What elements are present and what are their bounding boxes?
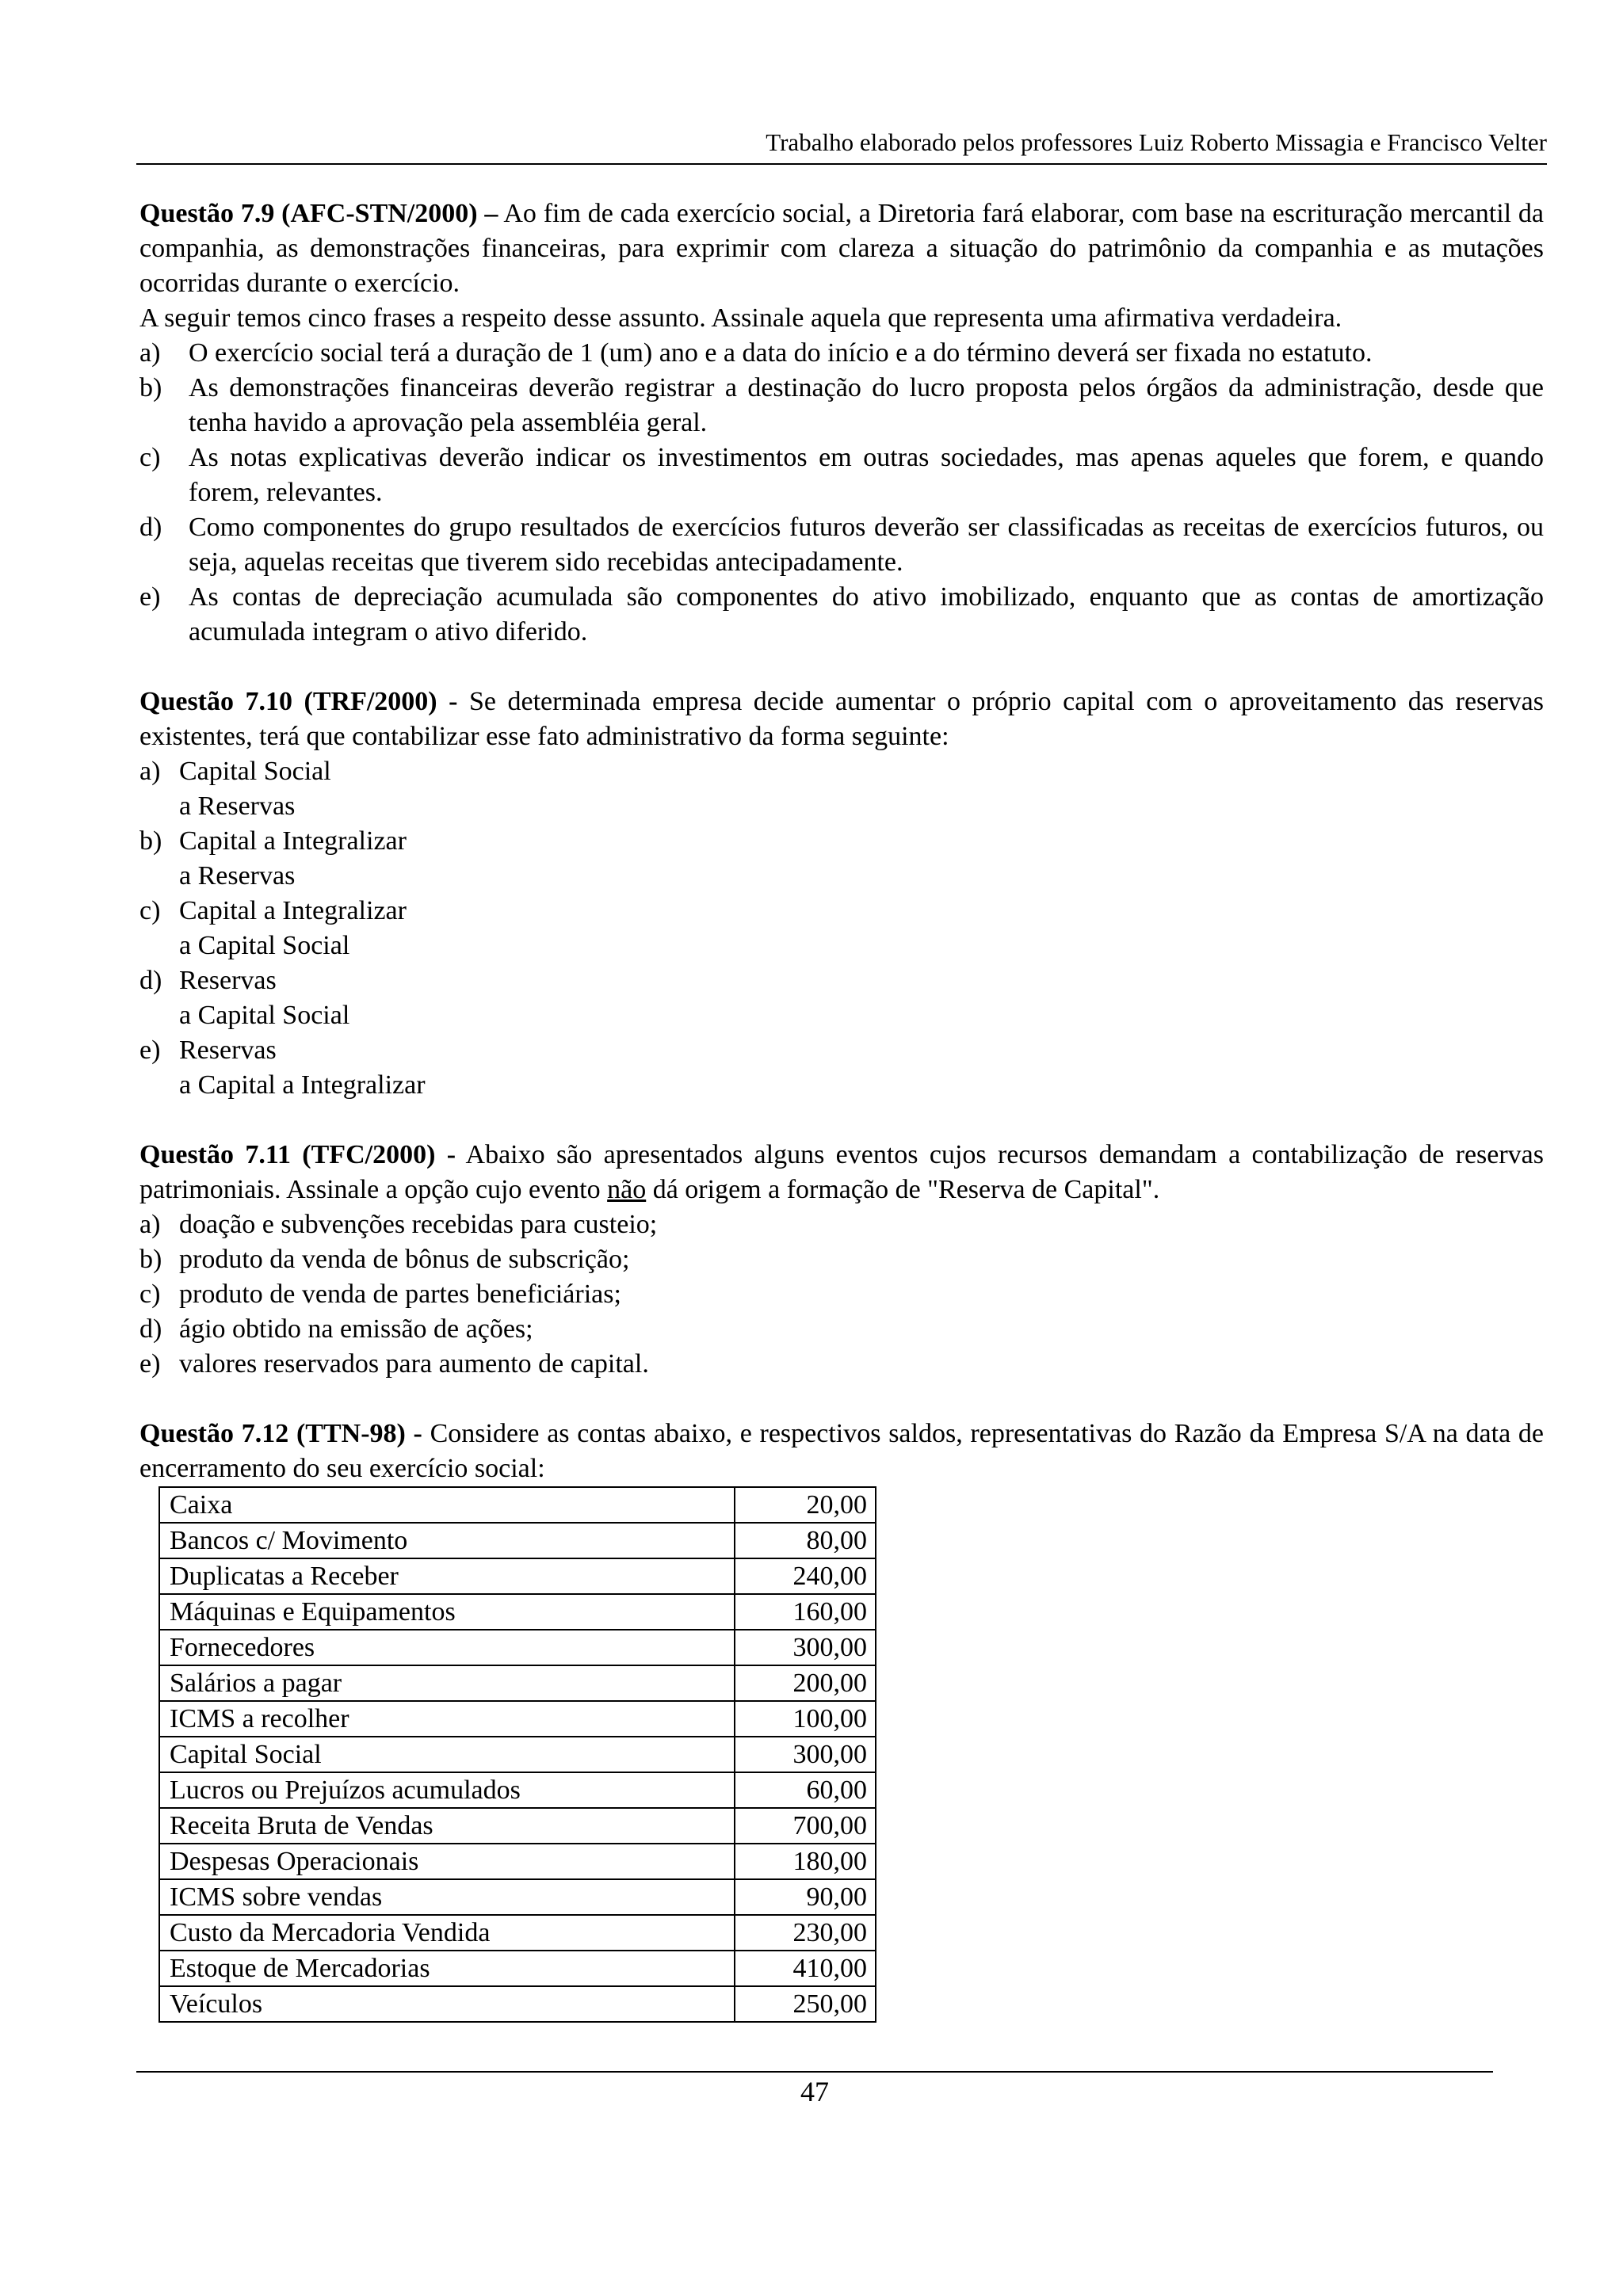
option-letter: b)	[139, 373, 162, 402]
question-7-11-statement	[139, 1138, 1544, 1207]
option-text: Como componentes do grupo resultados de exercícios futuros deverão ser classificadas as receitas de exercícios futuros, ou seja, aquelas receitas que tiverem sido recebidas antecipadamente.	[189, 513, 1544, 577]
account-name: Receita Bruta de Vendas	[159, 1808, 735, 1844]
account-value: 180,00	[735, 1844, 876, 1879]
account-value: 60,00	[735, 1772, 876, 1808]
option-c	[139, 894, 1544, 963]
option-letter: d)	[139, 966, 162, 995]
option-b	[139, 1242, 1544, 1277]
account-name: Fornecedores	[159, 1630, 735, 1665]
option-text: produto da venda de bônus de subscrição;	[179, 1245, 630, 1274]
option-letter: a)	[139, 757, 161, 786]
account-value: 300,00	[735, 1737, 876, 1772]
option-debit: Reservas	[179, 1035, 277, 1065]
account-name: ICMS a recolher	[159, 1701, 735, 1737]
option-letter: b)	[139, 1245, 162, 1274]
option-d	[139, 1312, 1544, 1347]
option-letter: a)	[139, 338, 161, 368]
account-name: Máquinas e Equipamentos	[159, 1594, 735, 1630]
option-c	[139, 1277, 1544, 1312]
option-letter: e)	[139, 1035, 161, 1065]
account-value: 240,00	[735, 1558, 876, 1594]
account-value: 160,00	[735, 1594, 876, 1630]
option-a	[139, 754, 1544, 824]
page-content	[139, 196, 1544, 2023]
footer-divider	[136, 2071, 1493, 2073]
option-e	[139, 1033, 1544, 1103]
table-row	[159, 1808, 876, 1844]
option-b	[139, 371, 1544, 441]
account-name: Bancos c/ Movimento	[159, 1523, 735, 1558]
page-number: 47	[800, 2076, 829, 2107]
question-7-9-text: Ao fim de cada exercício social, a Diretoria fará elaborar, com base na escrituração mercantil da companhia, as demonstrações financeiras, para exprimir com clareza a situação do patrimônio da companhia e as mutações ocorridas durante o exercício.	[139, 199, 1544, 298]
option-e	[139, 1347, 1544, 1382]
question-7-9-title: Questão 7.9 (AFC-STN/2000) –	[139, 199, 498, 228]
question-7-11-title: Questão 7.11 (TFC/2000) -	[139, 1140, 456, 1169]
question-7-9-intro: A seguir temos cinco frases a respeito desse assunto. Assinale aquela que representa uma afirmativa verdadeira.	[139, 303, 1342, 333]
account-value: 300,00	[735, 1630, 876, 1665]
option-debit: Reservas	[179, 966, 277, 995]
account-name: Veículos	[159, 1986, 735, 2022]
table-row	[159, 1701, 876, 1737]
table-row	[159, 1772, 876, 1808]
option-text: As demonstrações financeiras deverão registrar a destinação do lucro proposta pelos órgãos da administração, desde que tenha havido a aprovação pela assembléia geral.	[189, 373, 1544, 437]
question-7-10-text: Se determinada empresa decide aumentar o próprio capital com o aproveitamento das reservas existentes, terá que contabilizar esse fato administrativo da forma seguinte:	[139, 687, 1544, 751]
table-row	[159, 1915, 876, 1951]
table-row	[159, 1879, 876, 1915]
account-name: Duplicatas a Receber	[159, 1558, 735, 1594]
question-7-9	[139, 196, 1544, 650]
option-debit: Capital a Integralizar	[179, 896, 407, 925]
option-d	[139, 963, 1544, 1033]
account-name: Lucros ou Prejuízos acumulados	[159, 1772, 735, 1808]
option-letter: e)	[139, 582, 161, 612]
option-credit: a Capital Social	[179, 1001, 350, 1030]
option-letter: c)	[139, 443, 161, 472]
question-7-11-underlined: não	[607, 1175, 647, 1204]
page-header: Trabalho elaborado pelos professores Luiz Roberto Missagia e Francisco Velter	[136, 127, 1547, 165]
option-credit: a Reservas	[179, 791, 296, 821]
question-7-10-options	[139, 754, 1544, 1103]
option-text: As notas explicativas deverão indicar os investimentos em outras sociedades, mas apenas aqueles que forem, e quando forem, relevantes.	[189, 443, 1544, 507]
account-value: 90,00	[735, 1879, 876, 1915]
account-value: 80,00	[735, 1523, 876, 1558]
question-7-9-statement	[139, 196, 1544, 301]
question-7-12-title: Questão 7.12 (TTN-98) -	[139, 1419, 422, 1448]
table-row	[159, 1487, 876, 1523]
option-credit: a Capital a Integralizar	[179, 1070, 426, 1100]
option-text: ágio obtido na emissão de ações;	[179, 1314, 533, 1344]
table-row	[159, 1523, 876, 1558]
account-value: 700,00	[735, 1808, 876, 1844]
question-7-11-options	[139, 1207, 1544, 1382]
option-e	[139, 580, 1544, 650]
question-7-11	[139, 1138, 1544, 1382]
account-name: Capital Social	[159, 1737, 735, 1772]
option-debit: Capital Social	[179, 757, 331, 786]
option-text: produto de venda de partes beneficiárias;	[179, 1280, 621, 1309]
table-row	[159, 1986, 876, 2022]
option-letter: b)	[139, 826, 162, 856]
account-name: Despesas Operacionais	[159, 1844, 735, 1879]
option-text: O exercício social terá a duração de 1 (um) ano e a data do início e a do término deverá ser fixada no estatuto.	[189, 338, 1373, 368]
account-value: 250,00	[735, 1986, 876, 2022]
account-value: 200,00	[735, 1665, 876, 1701]
spacer	[139, 1103, 1544, 1138]
question-7-12-statement	[139, 1417, 1544, 1486]
table-row	[159, 1558, 876, 1594]
option-credit: a Capital Social	[179, 931, 350, 960]
table-row	[159, 1594, 876, 1630]
option-debit: Capital a Integralizar	[179, 826, 407, 856]
option-text: doação e subvenções recebidas para custeio;	[179, 1210, 658, 1239]
question-7-9-options	[139, 336, 1544, 650]
option-text: As contas de depreciação acumulada são componentes do ativo imobilizado, enquanto que as contas de amortização acumulada integram o ativo diferido.	[189, 582, 1544, 646]
option-a	[139, 1207, 1544, 1242]
account-name: ICMS sobre vendas	[159, 1879, 735, 1915]
spacer	[139, 650, 1544, 685]
account-name: Salários a pagar	[159, 1665, 735, 1701]
spacer	[139, 1382, 1544, 1417]
table-row	[159, 1737, 876, 1772]
table-row	[159, 1630, 876, 1665]
option-letter: e)	[139, 1349, 161, 1379]
option-letter: c)	[139, 896, 161, 925]
option-d	[139, 510, 1544, 580]
option-letter: d)	[139, 1314, 162, 1344]
table-row	[159, 1951, 876, 1986]
question-7-10	[139, 685, 1544, 1103]
question-7-12-text: Considere as contas abaixo, e respectivos saldos, representativas do Razão da Empresa S/A na data de encerramento do seu exercício social:	[139, 1419, 1544, 1483]
option-letter: a)	[139, 1210, 161, 1239]
option-c	[139, 441, 1544, 510]
account-value: 100,00	[735, 1701, 876, 1737]
account-name: Caixa	[159, 1487, 735, 1523]
ledger-table	[158, 1486, 876, 2023]
option-a	[139, 336, 1544, 371]
table-row	[159, 1665, 876, 1701]
question-7-11-text-end: dá origem a formação de "Reserva de Capital".	[646, 1175, 1160, 1204]
option-letter: c)	[139, 1280, 161, 1309]
table-row	[159, 1844, 876, 1879]
question-7-10-title: Questão 7.10 (TRF/2000) -	[139, 687, 458, 716]
option-b	[139, 824, 1544, 894]
account-name: Custo da Mercadoria Vendida	[159, 1915, 735, 1951]
option-text: valores reservados para aumento de capital.	[179, 1349, 649, 1379]
account-value: 410,00	[735, 1951, 876, 1986]
question-7-10-statement	[139, 685, 1544, 754]
account-name: Estoque de Mercadorias	[159, 1951, 735, 1986]
account-value: 20,00	[735, 1487, 876, 1523]
question-7-12	[139, 1417, 1544, 2023]
option-credit: a Reservas	[179, 861, 296, 891]
account-value: 230,00	[735, 1915, 876, 1951]
option-letter: d)	[139, 513, 162, 542]
question-7-11-text: Abaixo são apresentados alguns eventos cujos recursos demandam a contabilização de reservas patrimoniais. Assinale a opção cujo evento	[139, 1140, 1544, 1204]
